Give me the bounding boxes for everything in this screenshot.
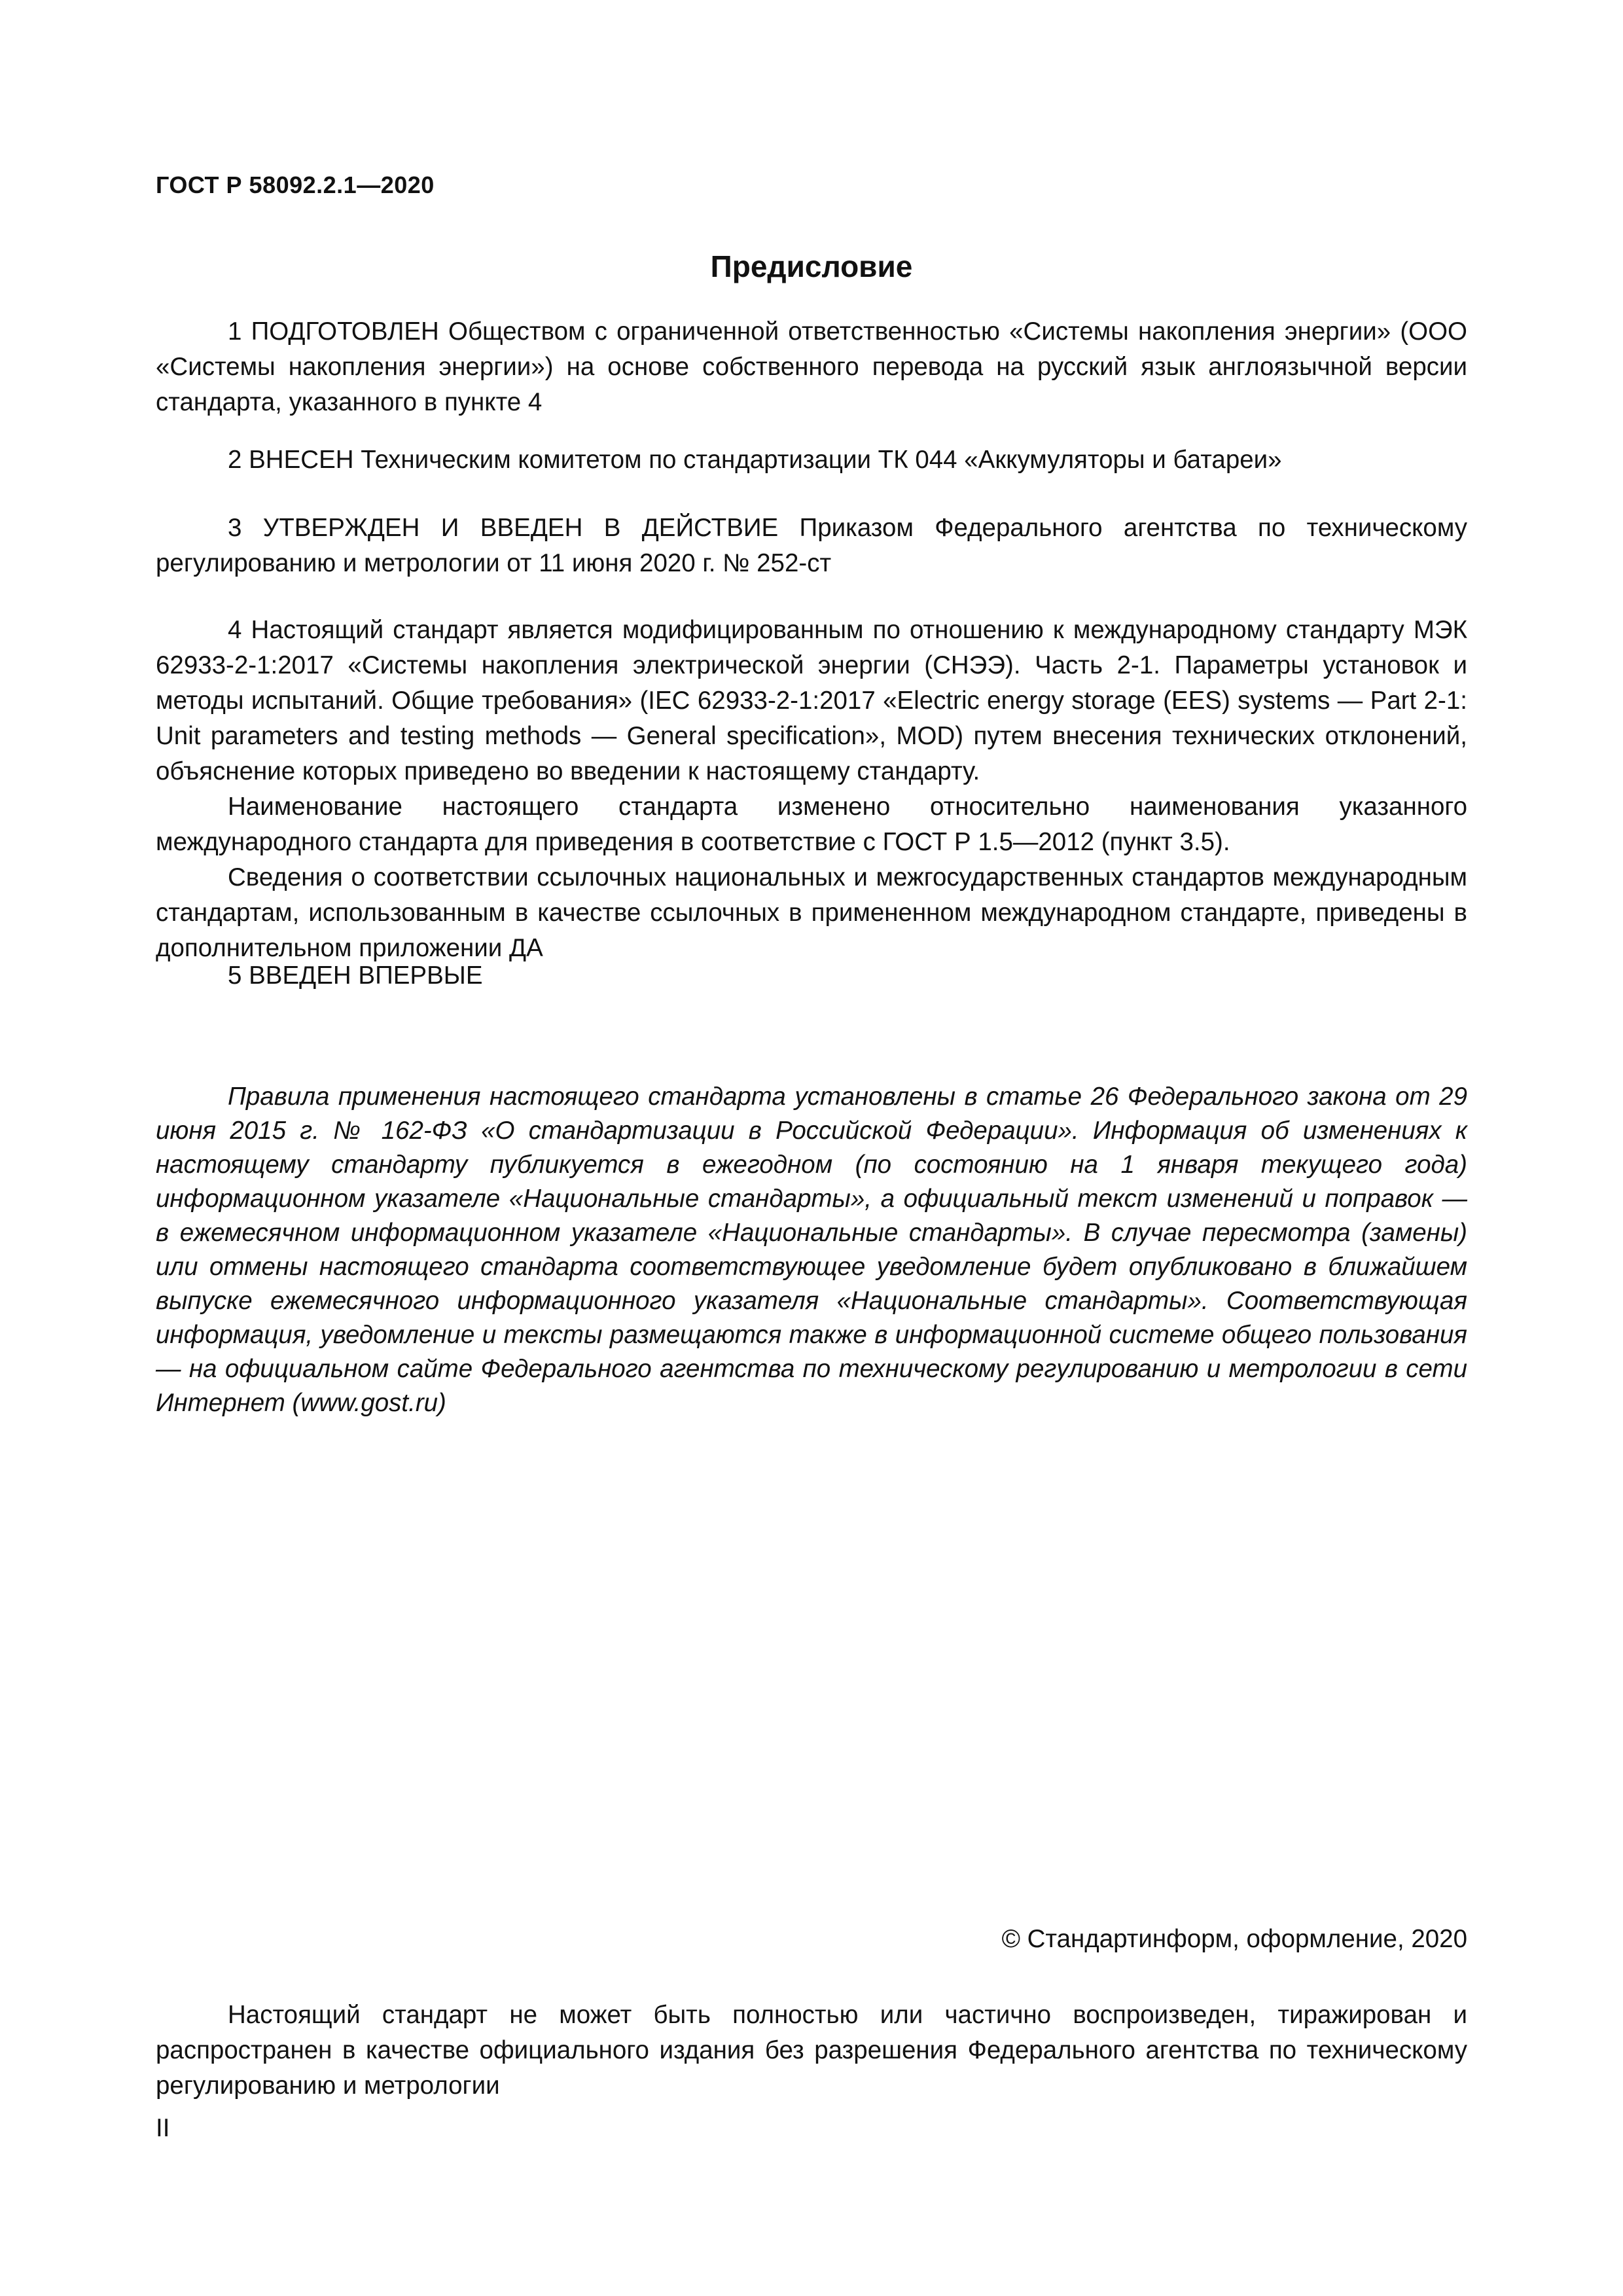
foreword-item-4-references-note: Сведения о соответствии ссылочных национальных и межгосударственных стандартов международным стандартам, использованным в качестве ссылочных в примененном международном стандарте, приведены в дополнительном приложении ДА: [156, 863, 1467, 962]
foreword-item-2: [156, 442, 1467, 478]
foreword-item-5: [156, 958, 1467, 994]
foreword-item-2-text: 2 ВНЕСЕН Техническим комитетом по стандартизации ТК 044 «Аккумуляторы и батареи»: [228, 446, 1282, 474]
copyright-line: © Стандартинформ, оформление, 2020: [1001, 1925, 1467, 1953]
foreword-item-1-text: 1 ПОДГОТОВЛЕН Обществом с ограниченной ответственностью «Системы накопления энергии» (ООО «Системы накопления энергии») на основе собственного перевода на русский язык англоязычной версии стандарта, указанного в пункте 4: [156, 317, 1467, 416]
foreword-item-4: [156, 613, 1467, 966]
foreword-item-1: [156, 314, 1467, 420]
foreword-item-4-text: 4 Настоящий стандарт является модифицированным по отношению к международному стандарту МЭК 62933-2-1:2017 «Системы накопления электрической энергии (СНЭЭ). Часть 2-1. Параметры установок и методы испытаний. Общие требования» (IEC 62933-2-1:2017 «Electric energy storage (EES) systems — Part 2-1: Unit parameters and testing methods — General specification», MOD) путем внесения технических отклонений, объяснение которых приведено во введении к настоящему стандарту.: [156, 616, 1467, 785]
foreword-item-5-text: 5 ВВЕДЕН ВПЕРВЫЕ: [228, 961, 483, 990]
foreword-item-4-name-note: Наименование настоящего стандарта изменено относительно наименования указанного международного стандарта для приведения в соответствие с ГОСТ Р 1.5—2012 (пункт 3.5).: [156, 793, 1467, 856]
application-rules-notice: Правила применения настоящего стандарта установлены в статье 26 Федерального закона от 29 июня 2015 г. № 162-ФЗ «О стандартизации в Российской Федерации». Информация об изменениях к настоящему стандарту публикуется в ежегодном (по состоянию на 1 января текущего года) информационном указателе «Национальные стандарты», а официальный текст изменений и поправок — в ежемесячном информационном указателе «Национальные стандарты». В случае пересмотра (замены) или отмены настоящего стандарта соответствующее уведомление будет опубликовано в ближайшем выпуске ежемесячного информационного указателя «Национальные стандарты». Соответствующая информация, уведомление и тексты размещаются также в информационной системе общего пользования — на официальном сайте Федерального агентства по техническому регулированию и метрологии в сети Интернет (www.gost.ru): [156, 1083, 1467, 1417]
foreword-item-3: [156, 511, 1467, 581]
document-id-header: ГОСТ Р 58092.2.1—2020: [156, 171, 435, 198]
foreword-item-3-text: 3 УТВЕРЖДЕН И ВВЕДЕН В ДЕЙСТВИЕ Приказом Федерального агентства по техническому регулированию и метрологии от 11 июня 2020 г. № 252-ст: [156, 514, 1467, 577]
foreword-title: Предисловие: [710, 249, 913, 283]
page-number: II: [156, 2114, 170, 2142]
reproduction-restriction-note: Настоящий стандарт не может быть полностью или частично воспроизведен, тиражирован и распространен в качестве официального издания без разрешения Федерального агентства по техническому регулированию и метрологии: [156, 2001, 1467, 2100]
